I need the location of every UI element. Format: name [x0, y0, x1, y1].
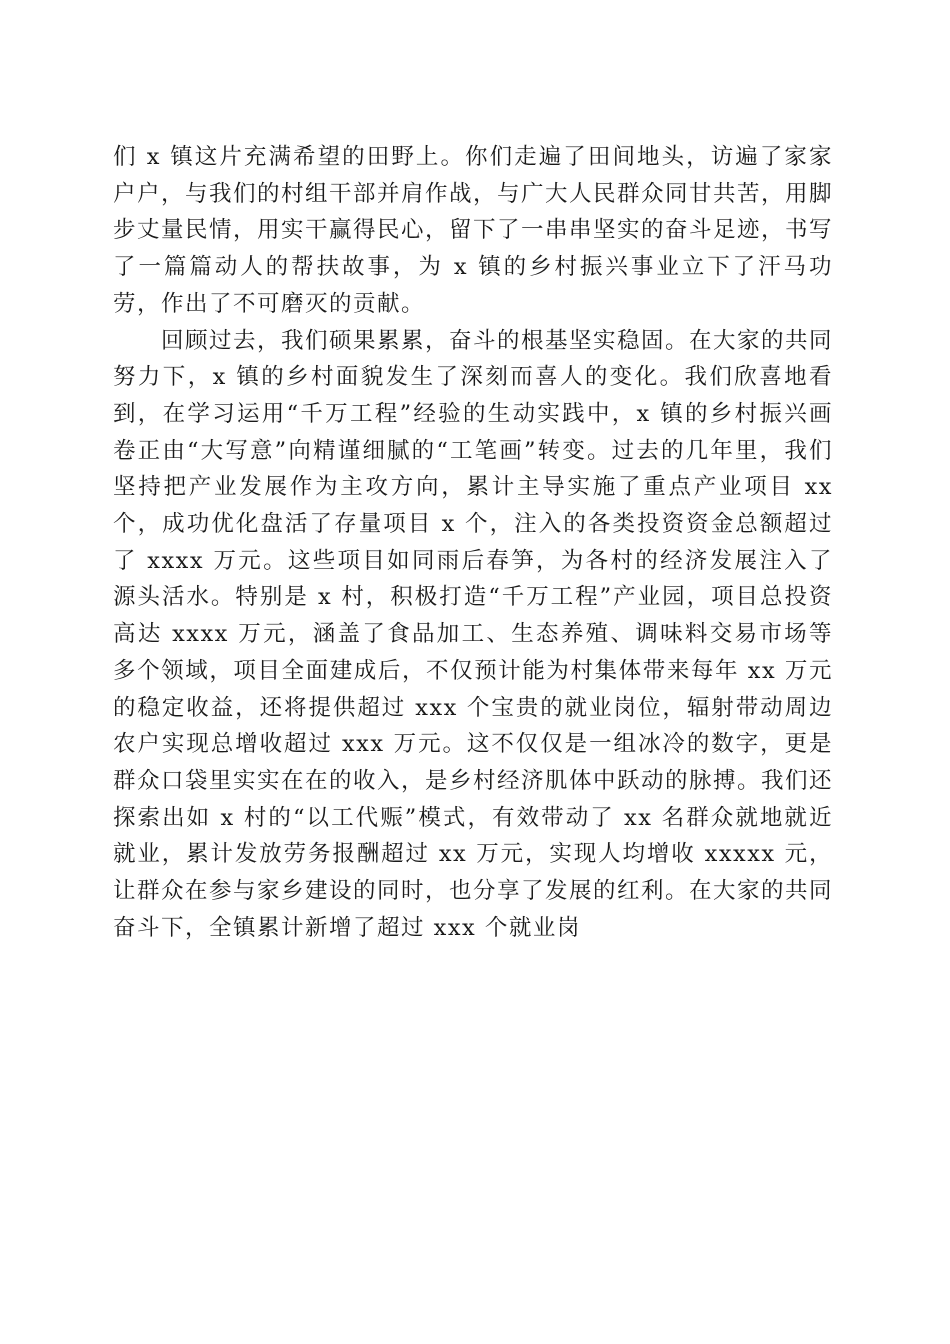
- document-body: [113, 139, 833, 946]
- paragraph-review: 回顾过去，我们硕果累累，奋斗的根基坚实稳固。在大家的共同努力下，x 镇的乡村面貌发生了深刻而喜人的变化。我们欣喜地看到，在学习运用“千万工程”经验的生动实践中，x 镇的乡村振兴画卷正由“大写意”向精谨细腻的“工笔画”转变。过去的几年里，我们坚持把产业发展作为主攻方向，累计主导实施了重点产业项目 xx 个，成功优化盘活了存量项目 x 个，注入的各类投资资金总额超过了 xxxx 万元。这些项目如同雨后春笋，为各村的经济发展注入了源头活水。特别是 x 村，积极打造“千万工程”产业园，项目总投资高达 xxxx 万元，涵盖了食品加工、生态养殖、调味料交易市场等多个领域，项目全面建成后，不仅预计能为村集体带来每年 xx 万元的稳定收益，还将提供超过 xxx 个宝贵的就业岗位，辐射带动周边农户实现总增收超过 xxx 万元。这不仅仅是一组冰冷的数字，更是群众口袋里实实在在的收入，是乡村经济肌体中跃动的脉搏。我们还探索出如 x 村的“以工代赈”模式，有效带动了 xx 名群众就地就近就业，累计发放劳务报酬超过 xx 万元，实现人均增收 xxxxx 元，让群众在参与家乡建设的同时，也分享了发展的红利。在大家的共同奋斗下，全镇累计新增了超过 xxx 个就业岗: [113, 327, 834, 941]
- paragraph-continued: 们 x 镇这片充满希望的田野上。你们走遍了田间地头，访遍了家家户户，与我们的村组干部并肩作战，与广大人民群众同甘共苦，用脚步丈量民情，用实干赢得民心，留下了一串串坚实的奋斗足迹，书写了一篇篇动人的帮扶故事，为 x 镇的乡村振兴事业立下了汗马功劳，作出了不可磨灭的贡献。: [113, 144, 834, 317]
